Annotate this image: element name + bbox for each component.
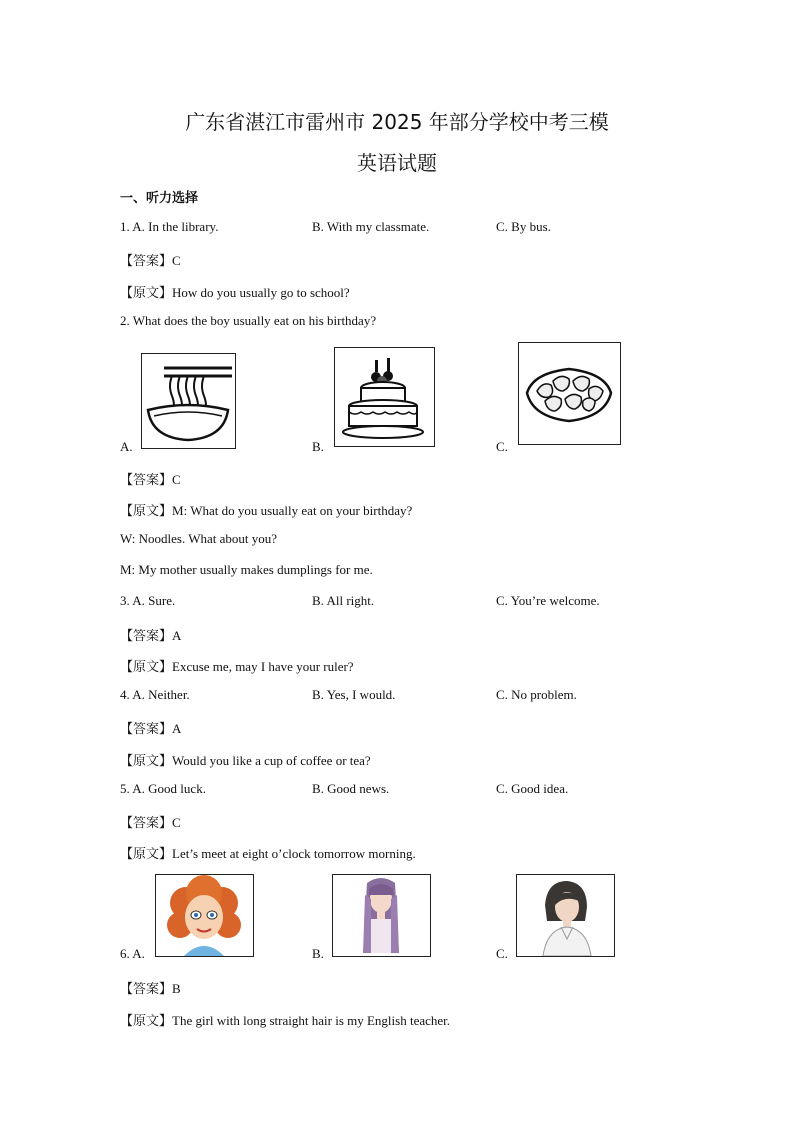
q5-option-a: 5. A. Good luck.	[120, 781, 206, 796]
answer-value: A	[172, 628, 182, 643]
q2-transcript-line3: M: My mother usually makes dumplings for me.	[120, 562, 373, 577]
answer-value: C	[172, 253, 181, 268]
transcript-text: How do you usually go to school?	[172, 285, 350, 300]
q2-option-a-label: A.	[120, 439, 133, 454]
q5-option-b: B. Good news.	[312, 781, 390, 796]
q2-option-b-label: B.	[312, 439, 324, 454]
q6-option-c-label: C.	[496, 946, 508, 961]
transcript-text: Let’s meet at eight o’clock tomorrow morning.	[172, 846, 416, 861]
q3-option-a: 3. A. Sure.	[120, 593, 176, 608]
document-subtitle: 英语试题	[357, 151, 437, 175]
q3-transcript	[120, 656, 354, 675]
transcript-tag: 【原文】	[120, 660, 173, 675]
noodles-image	[141, 353, 236, 449]
q6-transcript	[120, 1010, 450, 1029]
answer-value: C	[172, 815, 181, 830]
answer-value: A	[172, 721, 182, 736]
answer-tag: 【答案】	[120, 982, 173, 997]
answer-tag: 【答案】	[120, 722, 173, 737]
transcript-text: M: What do you usually eat on your birthday?	[172, 503, 413, 518]
transcript-tag: 【原文】	[120, 286, 173, 301]
q3-answer	[120, 625, 181, 644]
q2-answer	[120, 469, 181, 488]
q1-option-b: B. With my classmate.	[312, 219, 430, 234]
q1-transcript	[120, 282, 350, 301]
answer-tag: 【答案】	[120, 816, 173, 831]
q2-option-c-label: C.	[496, 439, 508, 454]
q6-option-a-label: 6. A.	[120, 946, 145, 961]
short-hair-woman-image	[516, 874, 615, 957]
q5-answer	[120, 812, 181, 831]
transcript-text: Would you like a cup of coffee or tea?	[172, 753, 371, 768]
q4-answer	[120, 718, 181, 737]
answer-value: B	[172, 981, 181, 996]
dumplings-image	[518, 342, 621, 445]
q6-answer	[120, 978, 181, 997]
answer-tag: 【答案】	[120, 254, 173, 269]
transcript-tag: 【原文】	[120, 847, 173, 862]
transcript-tag: 【原文】	[120, 754, 173, 769]
birthday-cake-image	[334, 347, 435, 447]
document-title: 广东省湛江市雷州市 2025 年部分学校中考三模	[185, 110, 609, 134]
q3-option-b: B. All right.	[312, 593, 375, 608]
q3-option-c: C. You’re welcome.	[496, 593, 600, 608]
transcript-tag: 【原文】	[120, 1014, 173, 1029]
transcript-text: The girl with long straight hair is my English teacher.	[172, 1013, 451, 1028]
answer-tag: 【答案】	[120, 629, 173, 644]
transcript-tag: 【原文】	[120, 504, 173, 519]
section-heading-listening: 一、听力选择	[120, 191, 199, 206]
transcript-text: Excuse me, may I have your ruler?	[172, 659, 354, 674]
q4-option-a: 4. A. Neither.	[120, 687, 190, 702]
q1-option-c: C. By bus.	[496, 219, 551, 234]
q6-option-b-label: B.	[312, 946, 324, 961]
q5-transcript	[120, 843, 416, 862]
curly-red-hair-girl-image	[155, 874, 254, 957]
q4-option-b: B. Yes, I would.	[312, 687, 396, 702]
q2-transcript	[120, 500, 412, 519]
q4-option-c: C. No problem.	[496, 687, 577, 702]
q2-question: 2. What does the boy usually eat on his birthday?	[120, 313, 377, 328]
q5-option-c: C. Good idea.	[496, 781, 569, 796]
q1-answer	[120, 250, 181, 269]
q4-transcript	[120, 750, 371, 769]
q2-transcript-line2: W: Noodles. What about you?	[120, 531, 278, 546]
q1-option-a: 1. A. In the library.	[120, 219, 219, 234]
answer-value: C	[172, 472, 181, 487]
long-straight-hair-girl-image	[332, 874, 431, 957]
answer-tag: 【答案】	[120, 473, 173, 488]
